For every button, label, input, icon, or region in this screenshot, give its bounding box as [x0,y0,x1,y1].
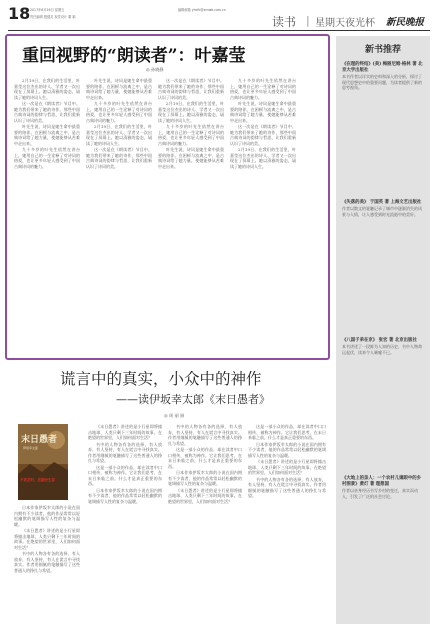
article2-col-1 [14,505,80,623]
paragraph: 这一次是在《朗读者》节目中。她为我们带来了她的诗作，那些中国古典诗词的韵律与哲思，让我们重新认识了诗词的美。 [230,124,296,146]
paragraph: 叶先生说，诗词是她生命中最重要的陪伴。在困顿与流离之中，是古典诗词给了她力量，使她能够从苦难中走出来。 [230,101,296,123]
paragraph: 日本作家伊坂幸太郎的小说在国内拥有不少读者，他的作品常常以轻松幽默的笔调描写人性的复杂与温暖。 [168,470,242,486]
paragraph: 《末日愚者》讲述的是小行星即将撞击地球、人类只剩下三年时间的故事。在绝望的世界里，人们如何面对生活？ [14,528,80,550]
page-number: 18 [8,4,31,23]
sidebar-item-text: 作者以散文的笔触记录了城市中逐渐消失的风景与人情，让人感受到时光流逝中的美好。 [342,206,422,217]
sidebar-item-text: 本书作者以详实的史料和深入的分析，探讨了现代思想史中的重要问题，为读者提供了新的思考视角。 [342,74,422,90]
paragraph: 2月19日，在我们的生活里，叶嘉莹这位杰出的诗人、学者又一次出现在了屏幕上。她以清雅的姿态，诵读了她的诗词人生。 [158,101,224,123]
article2-col-3 [168,424,242,623]
brand-logo: 新民晚报 [386,17,425,28]
article1-headline: 重回视野的“朗读者”：叶嘉莹 [22,46,246,66]
article1-col-1 [14,78,80,354]
paragraph: 这一次是在《朗读者》节目中。她为我们带来了她的诗作，那些中国古典诗词的韵律与哲思，让我们重新认识了诗词的美。 [14,101,80,123]
sidebar-item [342,473,424,611]
paragraph: 日本作家伊坂幸太郎的小说在国内拥有不少读者，他的作品常常以轻松幽默的笔调描写人性的复杂与温暖。 [248,441,326,458]
book-cover-title: 末日愚者 [21,435,58,445]
paragraph: 九十多岁的叶先生依然在讲台上，她用自己的一生诠释了对诗词的热爱，也让更多年轻人感受到了中国古典诗词的魅力。 [14,147,80,169]
paragraph: 《末日愚者》讲述的是小行星即将撞击地球、人类只剩下三年时间的故事。在绝望的世界里，人们如何面对生活？ [168,487,242,504]
paragraph: 叶先生说，诗词是她生命中最重要的陪伴。在困顿与流离之中，是古典诗词给了她力量，使她能够从苦难中走出来。 [14,124,80,146]
page-header [8,4,430,30]
contact-line: 编辑邮箱 yhcfk@xmwb.com.cn [178,8,226,12]
sidebar-item [342,197,424,335]
article2-col-4 [248,424,326,623]
section-sub: 星期天夜光杯 [315,18,375,29]
sidebar-item-text: 作者以亲身经历书写乡村的变迁，真实而动人，引发了广泛的社会讨论。 [342,488,418,499]
header-rule [8,30,430,31]
paragraph: 这一次是在《朗读者》节目中。她为我们带来了她的诗作，那些中国古典诗词的韵律与哲思，让我们重新认识了诗词的美。 [158,78,224,100]
article1-col-3 [158,78,224,354]
date-line: 2017年6月16日 星期五 [30,8,65,12]
article2-headline: 谎言中的真实，小众中的神作 [60,370,262,388]
book-cover-author: 伊坂幸太郎 [23,446,39,450]
book-cover-tagline: 不肯走时，近期会生存 [20,478,55,482]
paragraph: 书中的人物各有各的选择，有人放弃，有人坚持，有人在谎言中寻找真实。作者用细腻的笔触描写了这些普通人的挣扎与希望。 [88,441,162,463]
paragraph: 书中的人物各有各的选择，有人放弃，有人坚持，有人在谎言中寻找真实。作者用细腻的笔触描写了这些普通人的挣扎与希望。 [248,476,326,498]
sidebar-item-heading: 《大地上的亲人：一个农村儿媳眼中的乡村图景》黄灯 著 理想国 [342,476,422,487]
paragraph: 《末日愚者》讲述的是小行星即将撞击地球、人类只剩下三年时间的故事。在绝望的世界里，人们如何面对生活？ [248,459,326,475]
paragraph: 书中的人物各有各的选择，有人放弃，有人坚持，有人在谎言中寻找真实。作者用细腻的笔触描写了这些普通人的挣扎与希望。 [168,424,242,446]
paragraph: 这一次是在《朗读者》节目中。她为我们带来了她的诗作，那些中国古典诗词的韵律与哲思，让我们重新认识了诗词的美。 [86,147,152,169]
paragraph: 这是一部小众的作品，却在读者中口口相传，被称为神作。它让我们思考，在末日来临之前，什么才是真正重要的东西。 [88,464,162,486]
paragraph: 九十多岁的叶先生依然在讲台上，她用自己的一生诠释了对诗词的热爱，也让更多年轻人感受到了中国古典诗词的魅力。 [86,101,152,123]
paragraph: 日本作家伊坂幸太郎的小说在国内拥有不少读者，他的作品常常以轻松幽默的笔调描写人性的复杂与温暖。 [14,505,80,527]
paragraph: 2月19日，在我们的生活里，叶嘉莹这位杰出的诗人、学者又一次出现在了屏幕上。她以清雅的姿态，诵读了她的诗词人生。 [230,147,296,169]
paragraph: 九十多岁的叶先生依然在讲台上，她用自己的一生诠释了对诗词的热爱，也让更多年轻人感受到了中国古典诗词的魅力。 [230,78,296,100]
sidebar-item-heading: 《在理的终结》(美) 梅丽尼姆·格林 著 北京大学出版社 [342,62,423,73]
sidebar-item [342,59,424,197]
article2-col-2 [88,424,162,623]
paragraph: 九十多岁的叶先生依然在讲台上，她用自己的一生诠释了对诗词的热爱，也让更多年轻人感受到了中国古典诗词的魅力。 [158,124,224,146]
paragraph: 2月19日，在我们的生活里，叶嘉莹这位杰出的诗人、学者又一次出现在了屏幕上。她以清雅的姿态，诵读了她的诗词人生。 [14,78,80,100]
article1-col-2 [86,78,152,354]
paragraph: 书中的人物各有各的选择，有人放弃，有人坚持，有人在谎言中寻找真实。作者用细腻的笔触描写了这些普通人的挣扎与希望。 [14,551,80,573]
sidebar [336,36,430,624]
paragraph: 叶先生说，诗词是她生命中最重要的陪伴。在困顿与流离之中，是古典诗词给了她力量，使她能够从苦难中走出来。 [158,147,224,169]
article1-col-4 [230,78,296,354]
edition-line: 责任编辑 殷健灵 视觉设计 董 颖 [30,15,76,19]
article2-byline: ◎ 周 丽 娟 [164,413,185,418]
book-cover-image [18,424,68,500]
section-divider: | [306,14,310,27]
paragraph: 叶先生说，诗词是她生命中最重要的陪伴。在困顿与流离之中，是古典诗词给了她力量，使她能够从苦难中走出来。 [86,78,152,100]
sidebar-title: 新书推荐 [364,45,401,55]
article1-byline: ◎ 孙晓静 [146,67,164,72]
article2-subheadline: ——读伊坂幸太郎《末日愚者》 [116,393,270,406]
section-name: 读书 [272,15,297,29]
paragraph: 这是一部小众的作品，却在读者中口口相传，被称为神作。它让我们思考，在末日来临之前，什么才是真正重要的东西。 [168,447,242,469]
paragraph: 日本作家伊坂幸太郎的小说在国内拥有不少读者，他的作品常常以轻松幽默的笔调描写人性的复杂与温暖。 [88,487,162,504]
sidebar-item-heading: 《八国子弟在京》 张宏 著 北京出版社 [342,338,417,343]
paragraph: 这是一部小众的作品，却在读者中口口相传，被称为神作。它让我们思考，在末日来临之前，什么才是真正重要的东西。 [248,424,326,440]
sidebar-item-text: 本书讲述了一段鲜为人知的历史，书中人物命运起伏，读来令人唏嘘不已。 [342,344,422,355]
sidebar-item-heading: 《失落的美》 于国英 著 上海文艺出版社 [342,200,422,205]
sidebar-item [342,335,424,473]
paragraph: 《末日愚者》讲述的是小行星即将撞击地球、人类只剩下三年时间的故事。在绝望的世界里，人们如何面对生活？ [88,424,162,440]
paragraph: 2月19日，在我们的生活里，叶嘉莹这位杰出的诗人、学者又一次出现在了屏幕上。她以清雅的姿态，诵读了她的诗词人生。 [86,124,152,146]
